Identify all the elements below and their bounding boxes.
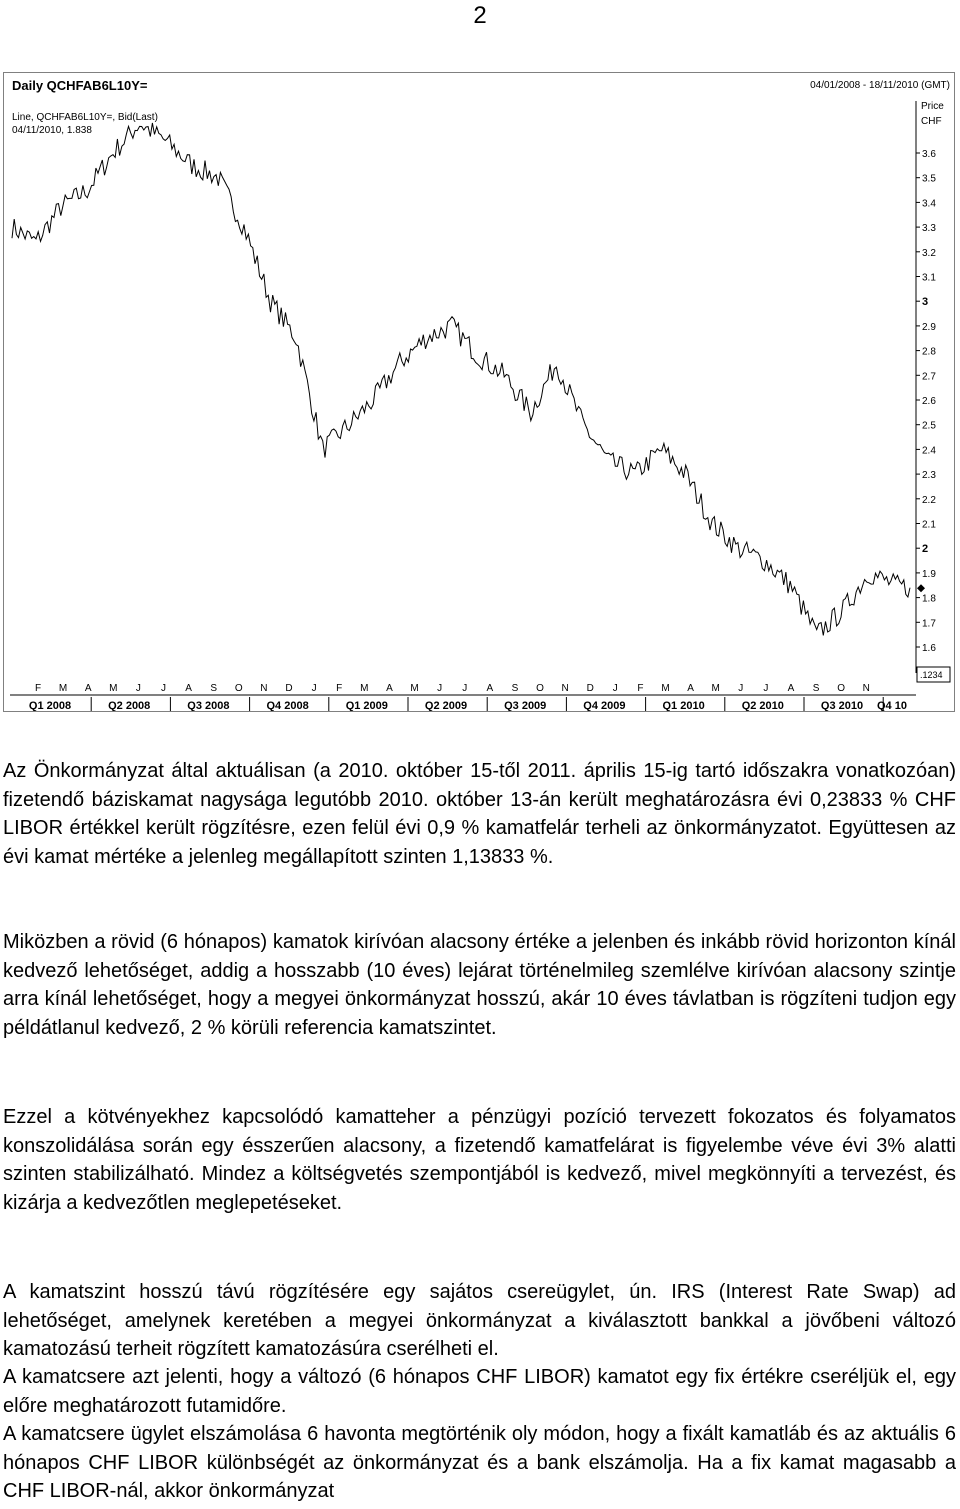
y-tick-label: 2.6 bbox=[922, 396, 936, 407]
series-label-name: Line, QCHFAB6L10Y=, Bid(Last) bbox=[12, 112, 158, 123]
x-month-tick-label: J bbox=[763, 683, 769, 694]
chart-date-range: 04/01/2008 - 18/11/2010 (GMT) bbox=[810, 80, 950, 91]
y-tick-label: 1.9 bbox=[922, 568, 936, 580]
x-month-tick-label: M bbox=[360, 683, 369, 694]
x-month-tick-label: O bbox=[234, 683, 243, 694]
x-quarter-tick-label: Q2 2010 bbox=[741, 700, 784, 711]
x-month-tick-label: J bbox=[311, 683, 317, 694]
paragraph-1-text: Az Önkormányzat által aktuálisan (a 2010. október 15-től 2011. április 15-ig tartó időszakra vonatkozóan) fizetendő báziskamat nagysága legutóbb 2010. október 13-án került meghatározásra évi 0,23833 % CHF LIBOR értékkel került rögzítésre, ezen felül évi 0,9 % kamatfelár terheli az önkormányzatot. Együttesen az évi kamat mértéke a jelenleg megállapított szinten 1,13833 %. bbox=[3, 760, 956, 868]
x-quarter-tick-label: Q3 2009 bbox=[504, 700, 547, 711]
paragraph-3-text: Ezzel a kötvényekhez kapcsolódó kamatteher a pénzügyi pozíció tervezett fokozatos és folyamatos konszolidálása során egy ésszerűen alacsony, a fizetendő kamatfelárat is figyelembe véve évi 3% alatti szinten stabilizálható. Mindez a költségvetés szempontjából is kedvező, mivel megkönnyíti a tervezést, és kizárja a kedvezőtlen meglepetéseket. bbox=[3, 1106, 956, 1214]
y-tick-label: 3.4 bbox=[922, 198, 936, 210]
x-axis-quarter-ticks bbox=[29, 697, 883, 711]
x-month-tick-label: A bbox=[486, 683, 494, 694]
x-month-tick-label: A bbox=[185, 683, 192, 694]
paragraph-5 bbox=[3, 1363, 956, 1420]
y-axis-ticks bbox=[916, 149, 936, 654]
y-tick-label: 2 bbox=[922, 543, 929, 556]
x-month-tick-label: M bbox=[410, 683, 419, 694]
paragraph-4 bbox=[3, 1278, 956, 1364]
y-tick-label: 3.2 bbox=[922, 247, 936, 259]
paragraph-6-text: A kamatcsere ügylet elszámolása 6 havonta megtörténik oly módon, hogy a fixált kamatláb és az aktuális 6 hónapos CHF LIBOR különbségét az önkormányzat és a bank elszámolja. Ha a fix kamat magasabb a CHF LIBOR-nál, akkor önkormányzat bbox=[3, 1423, 956, 1502]
x-quarter-tick-label: Q4 2009 bbox=[583, 700, 626, 711]
x-month-tick-label: S bbox=[511, 683, 519, 694]
y-tick-label: 2.9 bbox=[922, 321, 936, 333]
y-tick-label: 2.4 bbox=[922, 445, 936, 457]
x-month-tick-label: A bbox=[84, 683, 92, 694]
x-month-tick-label: J bbox=[612, 683, 618, 694]
y-tick-label: 1.6 bbox=[922, 643, 936, 654]
y-axis-title-price: Price bbox=[921, 101, 944, 112]
x-month-tick-label: J bbox=[462, 683, 468, 694]
y-tick-label: 3.3 bbox=[922, 223, 936, 235]
x-quarter-tick-label: Q2 2008 bbox=[108, 700, 151, 711]
y-tick-label: 3 bbox=[922, 296, 929, 309]
y-tick-label: 1.7 bbox=[922, 618, 936, 630]
y-tick-label: 2.3 bbox=[922, 470, 936, 482]
x-quarter-tick-label: Q2 2009 bbox=[424, 700, 468, 711]
y-tick-label: 2.8 bbox=[922, 346, 936, 358]
x-quarter-tick-label: Q3 2008 bbox=[187, 700, 230, 711]
series-label-last: 04/11/2010, 1.838 bbox=[12, 125, 92, 136]
x-month-tick-label: O bbox=[536, 683, 544, 694]
diamond-icon bbox=[917, 584, 925, 592]
x-month-tick-label: S bbox=[210, 683, 218, 694]
x-quarter-tick-label: Q3 2010 bbox=[820, 700, 864, 711]
page-number: 2 bbox=[473, 2, 487, 29]
paragraph-3 bbox=[3, 1103, 956, 1217]
y-tick-label: 2.7 bbox=[922, 371, 936, 383]
x-month-tick-label: M bbox=[711, 683, 720, 694]
x-month-tick-label: J bbox=[437, 683, 443, 694]
y-tick-label: 3.1 bbox=[922, 272, 936, 284]
x-month-tick-label: N bbox=[862, 683, 870, 694]
x-month-tick-label: A bbox=[687, 683, 694, 694]
x-month-tick-label: M bbox=[109, 683, 118, 694]
paragraph-2-text: Miközben a rövid (6 hónapos) kamatok kirívóan alacsony értéke a jelenben és inkább rövid horizonton kínál kedvező lehetőséget, addig a hosszabb (10 éves) lejárat történelmileg szemlélve kirívóan alacsony szintje arra kínál lehetőséget, hogy a megyei önkormányzat hosszú, akár 10 éves távlatban is rögzíteni tudjon egy példátlanul kedvező, 2 % körüli referencia kamatszintet. bbox=[3, 931, 956, 1039]
chart-title: Daily QCHFAB6L10Y= bbox=[12, 78, 148, 93]
paragraph-1 bbox=[3, 757, 956, 871]
x-axis-month-ticks bbox=[35, 683, 870, 694]
y-tick-label: 1.8 bbox=[922, 593, 936, 605]
x-quarter-tick-label: Q1 2008 bbox=[28, 700, 72, 711]
paragraph-6 bbox=[3, 1420, 956, 1506]
y-axis-title-currency: CHF bbox=[921, 116, 942, 127]
y-tick-label: 3.5 bbox=[922, 173, 936, 185]
y-tick-label: 2.2 bbox=[922, 494, 936, 506]
y-axis-title bbox=[921, 99, 944, 129]
x-month-tick-label: F bbox=[336, 683, 343, 694]
series-label bbox=[12, 111, 158, 137]
paragraph-2 bbox=[3, 928, 956, 1042]
x-month-tick-label: F bbox=[637, 683, 644, 694]
x-month-tick-label: A bbox=[787, 683, 795, 694]
x-month-tick-label: O bbox=[837, 683, 846, 694]
price-line-series bbox=[12, 123, 910, 635]
x-month-tick-label: A bbox=[386, 683, 393, 694]
x-month-tick-label: N bbox=[260, 683, 268, 694]
price-chart bbox=[3, 72, 955, 712]
paragraph-5-text: A kamatcsere azt jelenti, hogy a változó (6 hónapos CHF LIBOR) kamatot egy fix értékre cseréljük el, egy előre meghatározott futamidőre. bbox=[3, 1366, 956, 1417]
quarter-tick-label-q4-10: Q4 10 bbox=[877, 700, 907, 711]
x-quarter-tick-label: Q4 2008 bbox=[266, 700, 309, 711]
x-month-tick-label: S bbox=[812, 683, 820, 694]
x-month-tick-label: D bbox=[586, 683, 594, 694]
x-month-tick-label: D bbox=[285, 683, 293, 694]
paragraph-4-text: A kamatszint hosszú távú rögzítésére egy sajátos csereügylet, ún. IRS (Interest Rate Swap) ad lehetőséget, amelynek keretében a megyei önkormányzat a kiválasztott bankkal a jövőbeni változó kamatozású terheit rögzített kamatozásúra cserélheti el. bbox=[3, 1281, 956, 1360]
x-month-tick-label: F bbox=[34, 683, 42, 694]
x-month-tick-label: J bbox=[738, 683, 744, 694]
x-month-tick-label: M bbox=[661, 683, 670, 694]
x-month-tick-label: M bbox=[58, 683, 68, 694]
corner-label: .1234 bbox=[920, 670, 943, 680]
x-quarter-tick-label: Q1 2010 bbox=[662, 700, 705, 711]
x-quarter-tick-label: Q1 2009 bbox=[345, 700, 388, 711]
x-month-tick-label: J bbox=[161, 683, 166, 694]
y-tick-label: 3.6 bbox=[922, 149, 936, 160]
x-month-tick-label: J bbox=[135, 683, 141, 694]
price-chart-svg bbox=[4, 73, 954, 711]
y-tick-label: 2.5 bbox=[922, 420, 936, 432]
y-tick-label: 2.1 bbox=[922, 519, 936, 531]
x-month-tick-label: N bbox=[561, 683, 569, 694]
